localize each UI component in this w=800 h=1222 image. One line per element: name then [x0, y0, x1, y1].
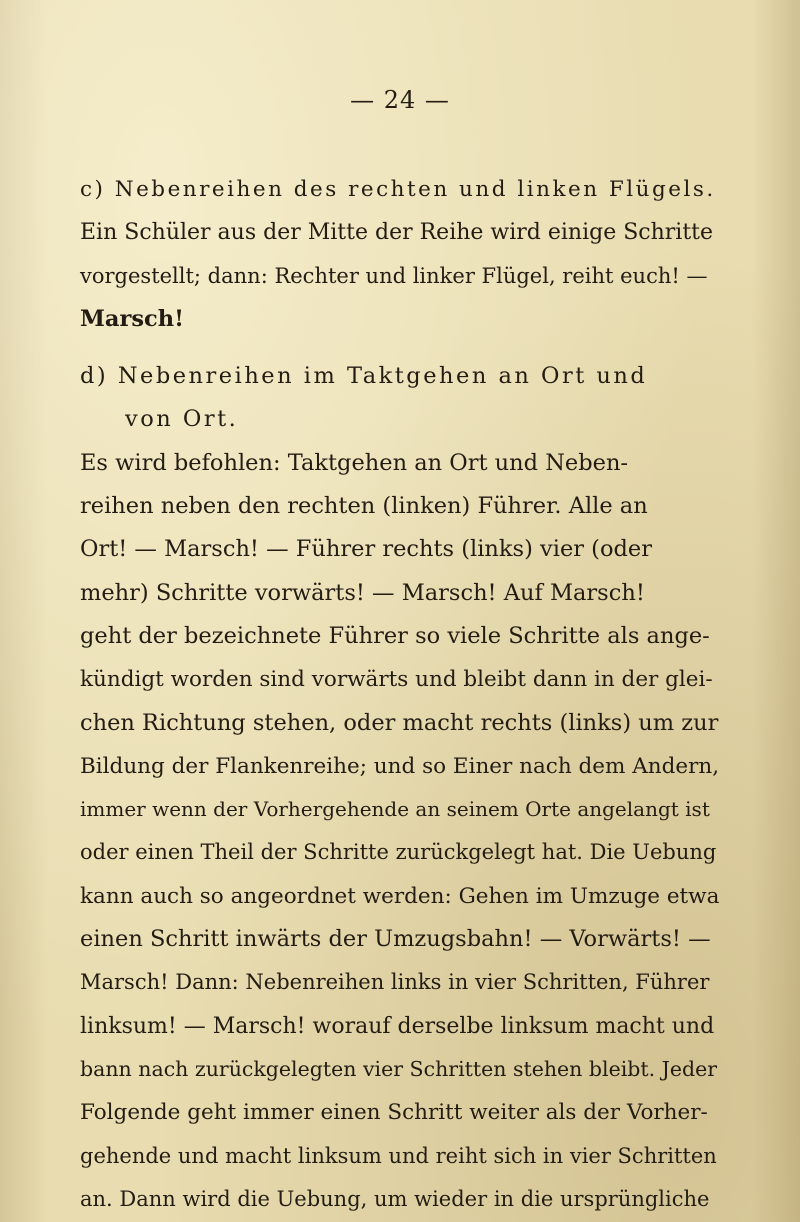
text-line: reihen neben den rechten (linken) Führer. Alle an: [80, 493, 648, 520]
section-heading: von Ort.: [125, 406, 239, 433]
section-c-heading: [80, 168, 720, 211]
text-line: [80, 528, 720, 571]
text-line: [80, 615, 720, 658]
text-line: gehende und macht linksum und reiht sich in vier Schritten: [80, 1143, 717, 1168]
text-line: [80, 1005, 720, 1048]
text-line: [80, 745, 720, 788]
text-line: [80, 961, 720, 1004]
text-line: Bildung der Flankenreihe; und so Einer nach dem Andern,: [80, 753, 720, 779]
text-line: Ein Schüler aus der Mitte der Reihe wird einige Schritte: [80, 220, 714, 246]
text-line: oder einen Theil der Schritte zurückgelegt hat. Die Uebung: [80, 840, 717, 865]
text-line: [80, 788, 720, 831]
text-line: kündigt worden sind vorwärts und bleibt dann in der glei-: [80, 667, 713, 693]
text-line: Ort! — Marsch! — Führer rechts (links) vier (oder: [80, 536, 652, 563]
text-line: linksum! — Marsch! worauf derselbe linksum macht und: [80, 1013, 715, 1039]
text-line: [80, 211, 720, 254]
text-line: [80, 702, 720, 745]
text-line: [80, 831, 720, 874]
text-line: vorgestellt; dann: Rechter und linker Flügel, reiht euch! —: [80, 263, 708, 288]
text-line: [80, 1178, 720, 1221]
section-d-heading-cont: [80, 398, 720, 441]
text-line: [80, 918, 720, 961]
text-line: Es wird befohlen: Taktgehen an Ort und Neben-: [80, 449, 629, 476]
text-line: einen Schritt inwärts der Umzugsbahn! — Vorwärts! —: [80, 926, 711, 953]
text-line: geht der bezeichnete Führer so viele Schritte als ange-: [80, 622, 710, 649]
paragraph-gap: [80, 341, 720, 355]
text-line: [80, 1091, 720, 1134]
page-number: — 24 —: [350, 86, 450, 114]
text-line: [80, 1048, 720, 1091]
text-line: [80, 298, 720, 341]
text-line: mehr) Schritte vorwärts! — Marsch! Auf Marsch!: [80, 579, 645, 606]
text-line: c) Nebenreihen des rechten und linken Flügels.: [80, 177, 716, 202]
section-d-heading: [80, 355, 720, 398]
text-line: [80, 442, 720, 485]
text-line: an. Dann wird die Uebung, um wieder in die ursprüngliche: [80, 1186, 710, 1211]
text-line: [80, 572, 720, 615]
text-line: bann nach zurückgelegten vier Schritten stehen bleibt. Jeder: [80, 1056, 718, 1081]
text-line: kann auch so angeordnet werden: Gehen im Umzuge etwa: [80, 883, 720, 909]
text-line: immer wenn der Vorhergehende an seinem Orte angelangt ist: [80, 797, 710, 822]
body-text: [80, 168, 720, 1221]
section-heading: d) Nebenreihen im Taktgehen an Ort und: [80, 363, 648, 390]
text-line: [80, 255, 720, 298]
command-marsch: Marsch!: [80, 305, 184, 332]
text-line: chen Richtung stehen, oder macht rechts (links) um zur: [80, 709, 719, 736]
text-line: [80, 485, 720, 528]
text-line: [80, 658, 720, 701]
text-line: Folgende geht immer einen Schritt weiter als der Vorher-: [80, 1100, 708, 1126]
text-line: [80, 875, 720, 918]
text-line: [80, 1135, 720, 1178]
text-line: Marsch! Dann: Nebenreihen links in vier Schritten, Führer: [80, 970, 710, 995]
